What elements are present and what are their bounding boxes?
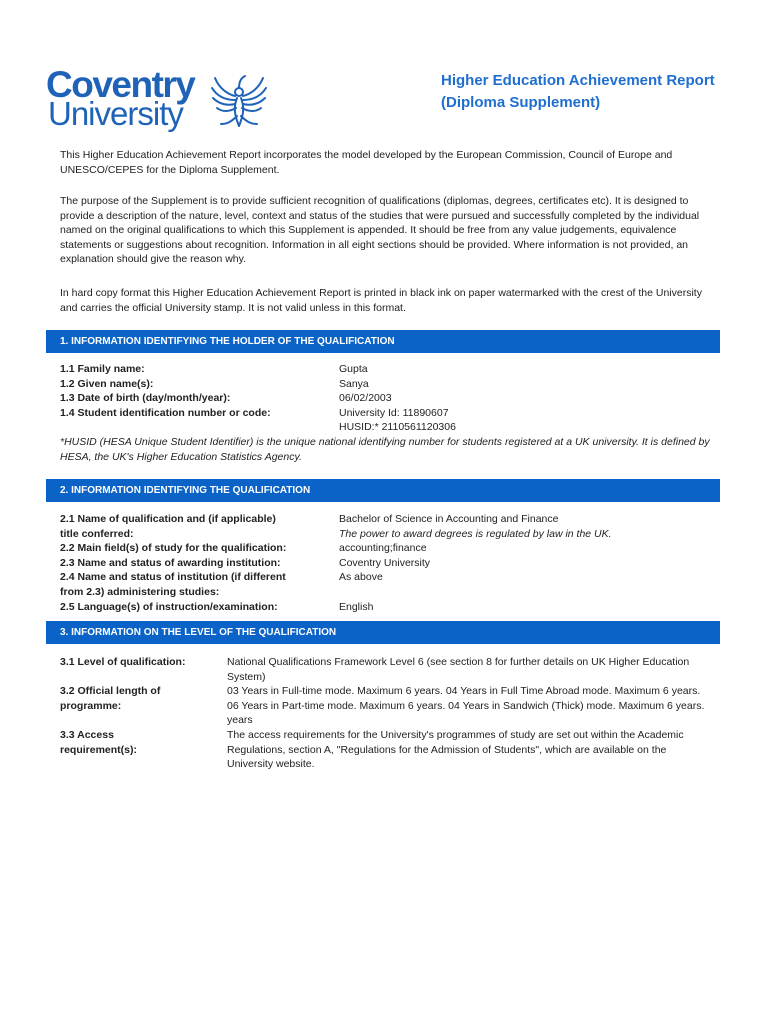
intro-paragraph-2: The purpose of the Supplement is to provide sufficient recognition of qualifications (diplomas, degrees, certificates etc). It is designed to provide a description of the nature, level, context and status of the studies that were pursued and successfully completed by the individual named on the original qualifications to which this Supplement is appended. It should be free from any value judgements, equivalence statements or suggestions about recognition. Information in all eight sections should be provided. Where information is not provided, an explanation should give the reason why.: [60, 195, 700, 266]
degree-regulation-note: The power to award degrees is regulated by law in the UK.: [339, 528, 612, 540]
phoenix-crest-icon: [209, 68, 269, 130]
field-label-main-field: 2.2 Main field(s) of study for the qualification:: [60, 542, 287, 554]
field-label-administering-institution-a: 2.4 Name and status of institution (if different: [60, 571, 286, 583]
section-3-header: 3. INFORMATION ON THE LEVEL OF THE QUALIFICATION: [46, 621, 720, 644]
logo-text-coventry: Coventry: [46, 64, 195, 105]
field-label-date-of-birth: 1.3 Date of birth (day/month/year):: [60, 392, 231, 404]
intro-paragraph-3: In hard copy format this Higher Education Achievement Report is printed in black ink on paper watermarked with the crest of the University and carries the official University stamp. It is not valid unless in this format.: [60, 287, 702, 314]
field-value-main-field: accounting;finance: [339, 542, 427, 554]
field-value-husid: HUSID:* 2110561120306: [339, 421, 456, 433]
field-value-language: English: [339, 601, 374, 613]
field-value-administering-institution: As above: [339, 571, 383, 583]
field-label-access-requirements: 3.3 Access requirement(s):: [60, 729, 138, 756]
field-value-given-names: Sanya: [339, 378, 369, 390]
field-value-level: National Qualifications Framework Level 6 (see section 8 for further details on UK Higher Education System): [227, 656, 690, 683]
section-1-header: 1. INFORMATION IDENTIFYING THE HOLDER OF THE QUALIFICATION: [46, 330, 720, 353]
page-title: [441, 70, 715, 114]
field-value-qualification: Bachelor of Science in Accounting and Finance: [339, 513, 559, 525]
intro-paragraph-1: This Higher Education Achievement Report incorporates the model developed by the European Commission, Council of Europe and UNESCO/CEPES for the Diploma Supplement.: [60, 149, 673, 176]
field-value-access-requirements: The access requirements for the University's programmes of study are set out within the Academic Regulations, section A, "Regulations for the Admission of Students", which are available on the University website.: [227, 729, 684, 771]
field-label-student-id: 1.4 Student identification number or code:: [60, 407, 271, 419]
field-value-awarding-institution: Coventry University: [339, 557, 431, 569]
field-label-programme-length: 3.2 Official length of programme:: [60, 685, 161, 712]
field-label-language: 2.5 Language(s) of instruction/examination:: [60, 601, 278, 613]
field-label-awarding-institution: 2.3 Name and status of awarding institution:: [60, 557, 281, 569]
husid-footnote: *HUSID (HESA Unique Student Identifier) is the unique national identifying number for students registered at a UK university. It is defined by HESA, the UK's Higher Education Statistics Agency.: [60, 436, 710, 463]
field-label-administering-institution-b: from 2.3) administering studies:: [60, 586, 220, 598]
logo-text-university: University: [48, 95, 183, 132]
field-label-level: 3.1 Level of qualification:: [60, 656, 186, 668]
university-logo: [46, 66, 276, 132]
field-value-date-of-birth: 06/02/2003: [339, 392, 392, 404]
field-value-family-name: Gupta: [339, 363, 368, 375]
field-label-given-names: 1.2 Given name(s):: [60, 378, 154, 390]
section-2-header: 2. INFORMATION IDENTIFYING THE QUALIFICATION: [46, 479, 720, 502]
title-line-2: (Diploma Supplement): [441, 94, 601, 111]
title-line-1: Higher Education Achievement Report: [441, 72, 715, 89]
field-value-student-id: University Id: 11890607: [339, 407, 449, 419]
field-value-programme-length: 03 Years in Full-time mode. Maximum 6 years. 04 Years in Full Time Abroad mode. Maximum 6 years. 06 Years in Part-time mode. Maximum 6 years. 04 Years in Sandwich (Thick) mode. Maximum 6 years. years: [227, 685, 705, 727]
field-label-family-name: 1.1 Family name:: [60, 363, 145, 375]
field-label-qualification-b: title conferred:: [60, 528, 134, 540]
field-label-qualification-a: 2.1 Name of qualification and (if applicable): [60, 513, 276, 525]
